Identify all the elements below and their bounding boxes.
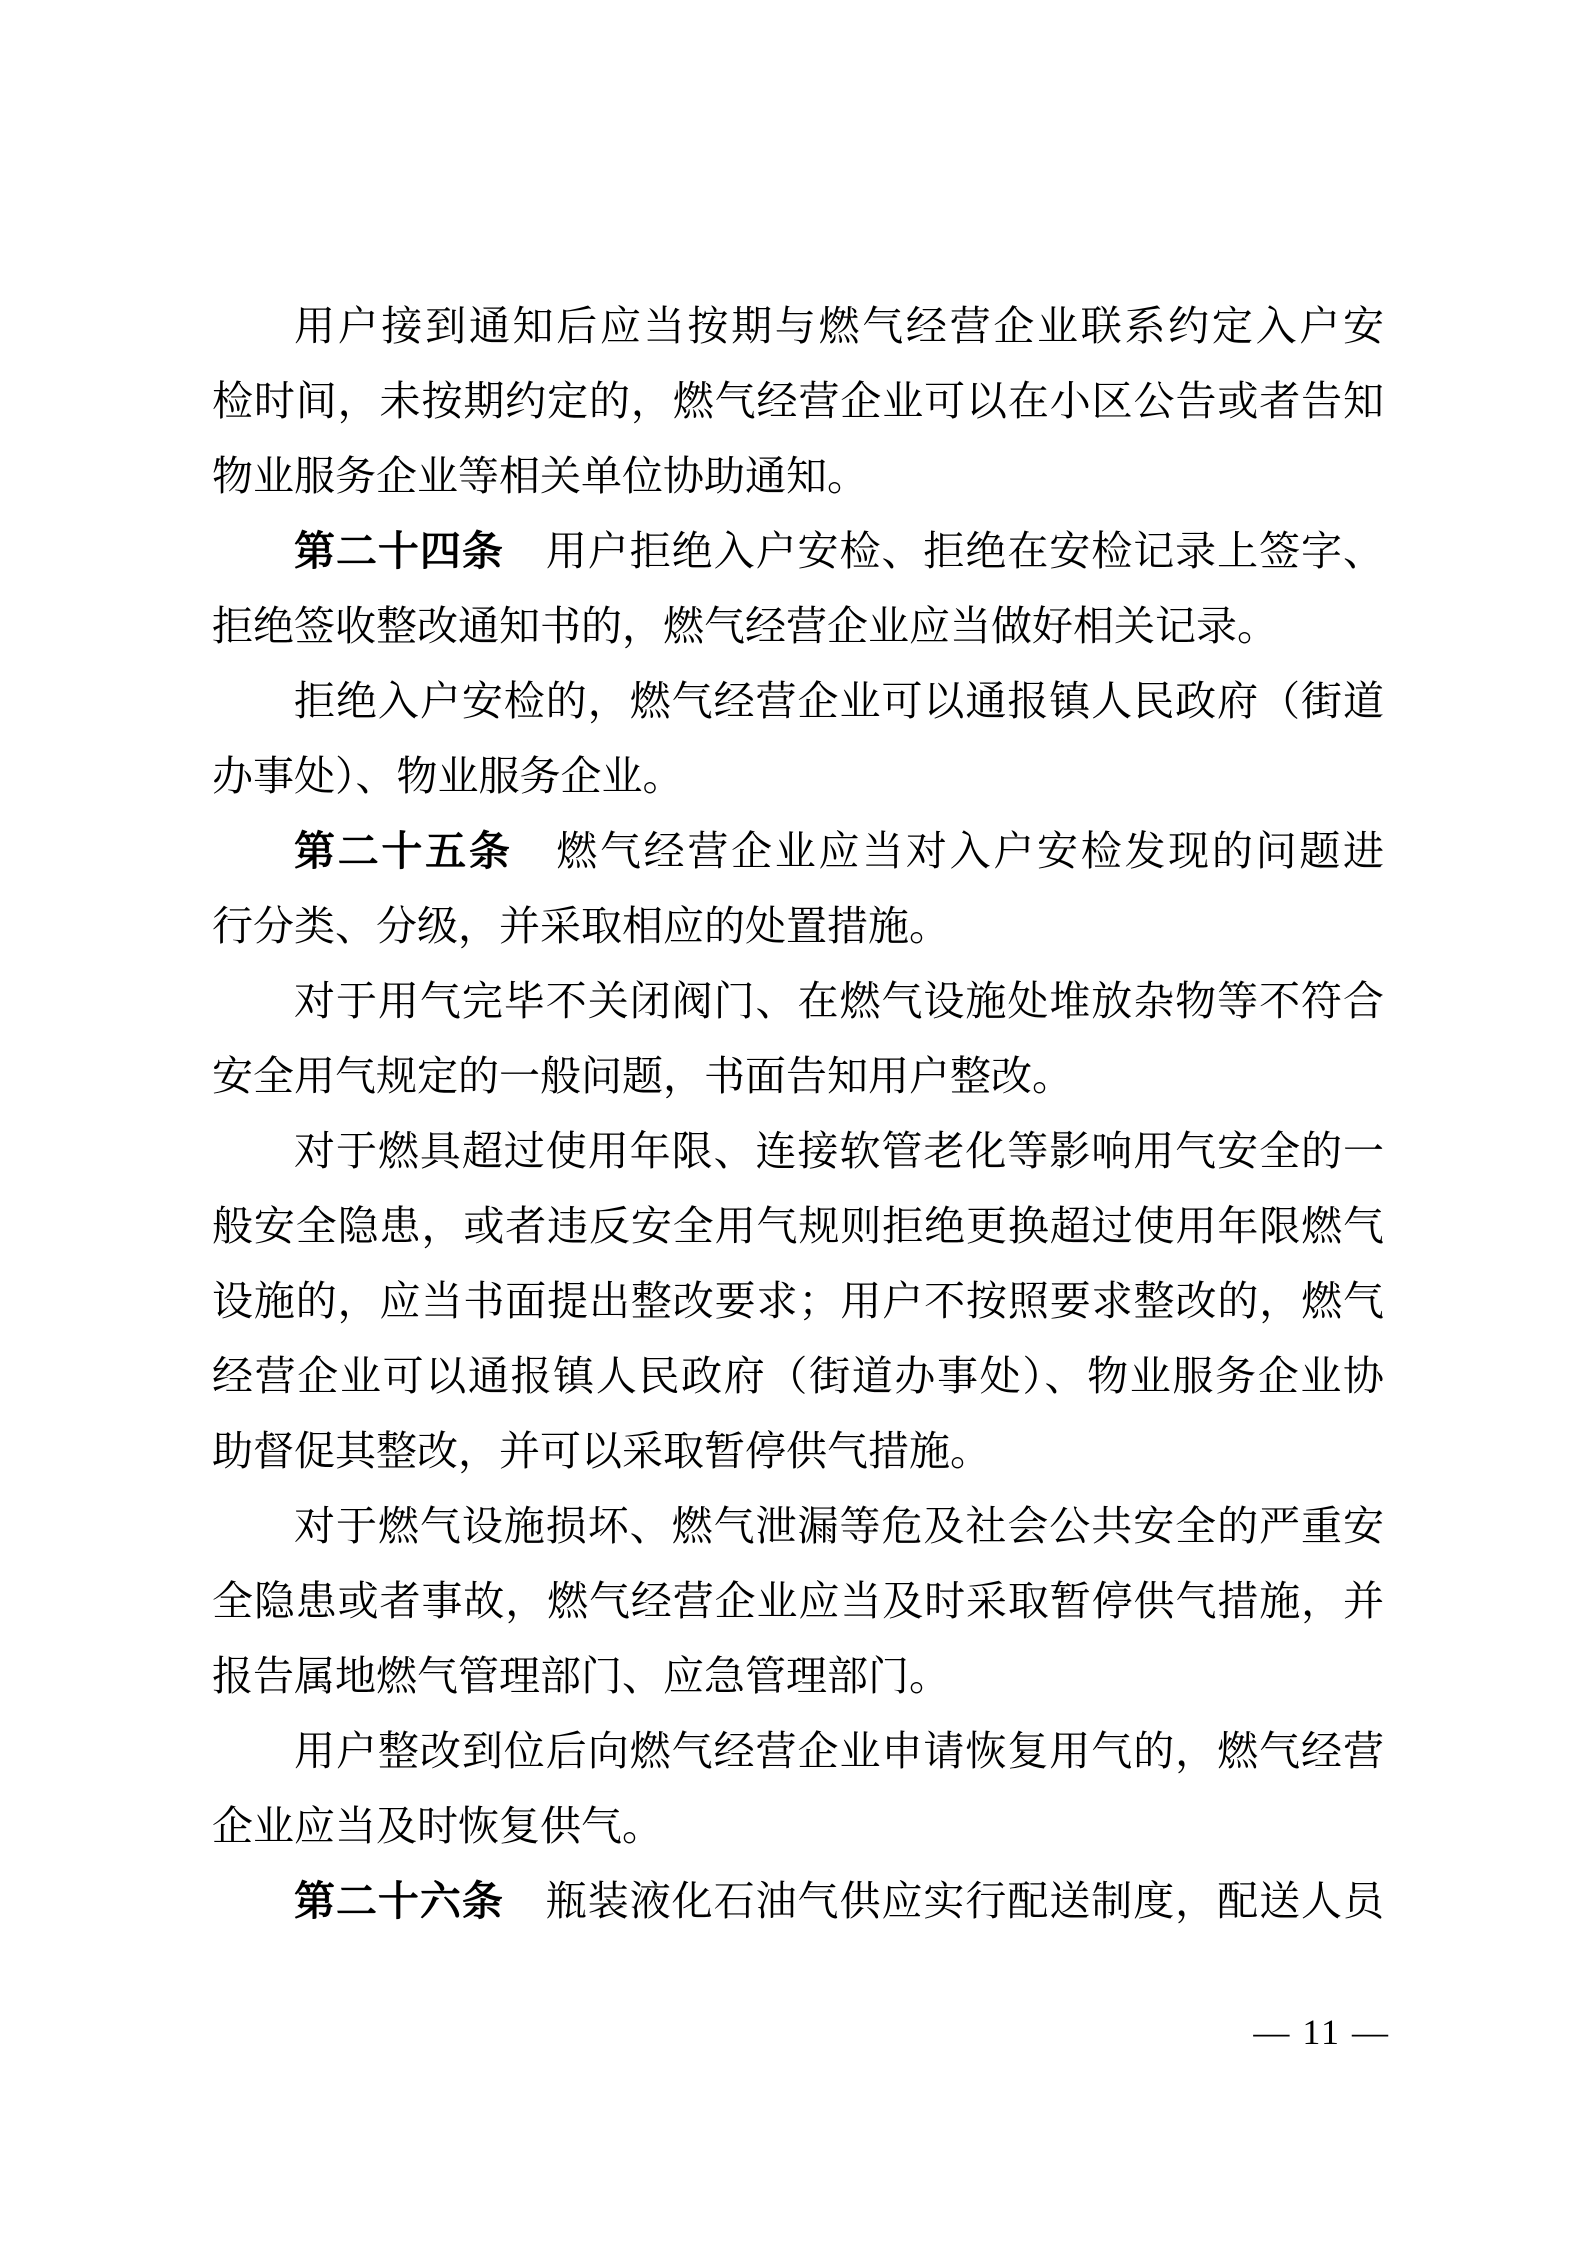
text-line (212, 1789, 1384, 1864)
paragraph (212, 1714, 1384, 1864)
text-line (212, 1114, 1384, 1189)
paragraph (212, 1489, 1384, 1714)
text-line (212, 664, 1384, 739)
line-text: 拒绝签收整改通知书的，燃气经营企业应当做好相关记录。 (212, 603, 1278, 649)
text-line (212, 1264, 1384, 1339)
text-line (212, 889, 1384, 964)
text-line (212, 1864, 1384, 1939)
text-line (212, 1564, 1384, 1639)
line-text: 用户整改到位后向燃气经营企业申请恢复用气的，燃气经营 (294, 1728, 1384, 1774)
text-line (212, 1339, 1384, 1414)
line-text: 燃气经营企业应当对入户安检发现的问题进 (512, 828, 1385, 874)
text-line (212, 964, 1384, 1039)
line-text: 行分类、分级，并采取相应的处置措施。 (212, 903, 950, 949)
paragraph (212, 1864, 1384, 1939)
line-text: 检时间，未按期约定的，燃气经营企业可以在小区公告或者告知 (212, 378, 1384, 424)
line-text: 对于燃具超过使用年限、连接软管老化等影响用气安全的一 (294, 1128, 1384, 1174)
paragraph (212, 514, 1384, 664)
text-line (212, 1414, 1384, 1489)
line-text: 助督促其整改，并可以采取暂停供气措施。 (212, 1428, 991, 1474)
text-line (212, 439, 1384, 514)
paragraph (212, 664, 1384, 814)
text-line (212, 1489, 1384, 1564)
line-text: 物业服务企业等相关单位协助通知。 (212, 453, 868, 499)
paragraph (212, 964, 1384, 1114)
text-line (212, 1714, 1384, 1789)
line-text: 安全用气规定的一般问题，书面告知用户整改。 (212, 1053, 1073, 1099)
line-text: 经营企业可以通报镇人民政府（街道办事处）、物业服务企业协 (212, 1353, 1384, 1399)
line-text: 般安全隐患，或者违反安全用气规则拒绝更换超过使用年限燃气 (212, 1203, 1384, 1249)
article-number-heading: 第二十六条 (294, 1878, 504, 1924)
paragraph (212, 289, 1384, 514)
text-line (212, 589, 1384, 664)
paragraph (212, 814, 1384, 964)
text-line (212, 364, 1384, 439)
line-text: 设施的，应当书面提出整改要求；用户不按照要求整改的，燃气 (212, 1278, 1384, 1324)
line-text: 对于用气完毕不关闭阀门、在燃气设施处堆放杂物等不符合 (294, 978, 1384, 1024)
text-line (212, 1189, 1384, 1264)
line-text: 企业应当及时恢复供气。 (212, 1803, 663, 1849)
line-text: 对于燃气设施损坏、燃气泄漏等危及社会公共安全的严重安 (294, 1503, 1384, 1549)
text-line (212, 1039, 1384, 1114)
text-line (212, 814, 1384, 889)
line-text: 瓶装液化石油气供应实行配送制度，配送人员 (503, 1878, 1385, 1924)
article-number-heading: 第二十五条 (294, 828, 513, 874)
line-text: 拒绝入户安检的，燃气经营企业可以通报镇人民政府（街道 (294, 678, 1384, 724)
line-text: 用户接到通知后应当按期与燃气经营企业联系约定入户安 (294, 303, 1384, 349)
document-body (212, 289, 1384, 1939)
line-text: 用户拒绝入户安检、拒绝在安检记录上签字、 (503, 528, 1385, 574)
line-text: 办事处）、物业服务企业。 (212, 753, 684, 799)
text-line (212, 739, 1384, 814)
paragraph (212, 1114, 1384, 1489)
article-number-heading: 第二十四条 (294, 528, 504, 574)
page-number: — 11 — (1253, 2012, 1390, 2052)
text-line (212, 289, 1384, 364)
text-line (212, 514, 1384, 589)
line-text: 全隐患或者事故，燃气经营企业应当及时采取暂停供气措施，并 (212, 1578, 1384, 1624)
text-line (212, 1639, 1384, 1714)
line-text: 报告属地燃气管理部门、应急管理部门。 (212, 1653, 950, 1699)
